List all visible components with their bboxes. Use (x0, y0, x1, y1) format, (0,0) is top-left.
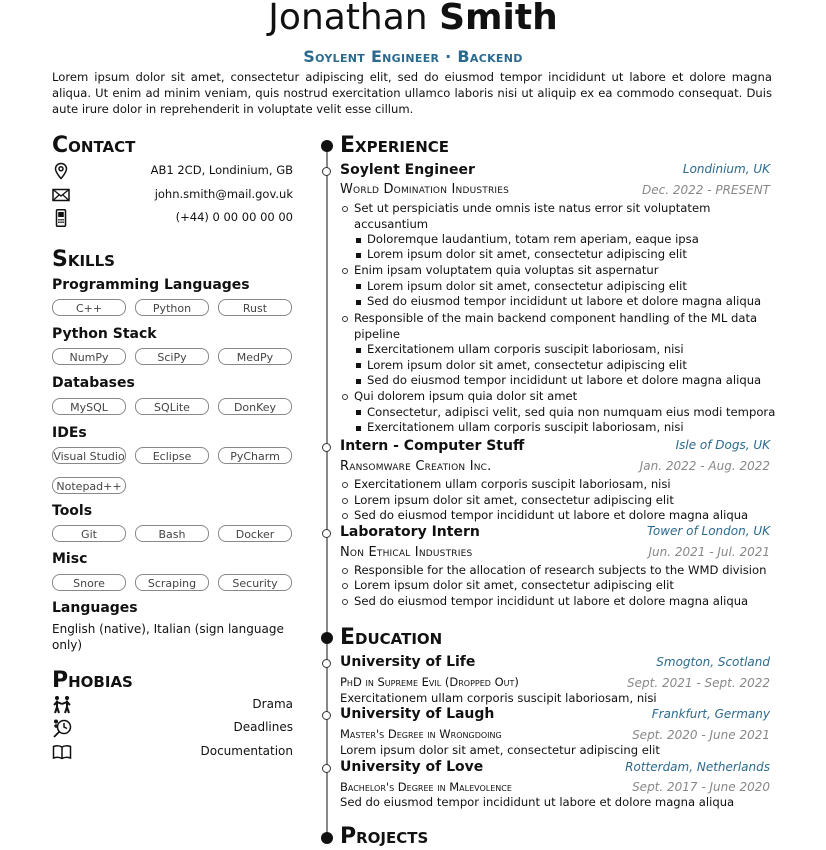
education-location: Smogton, Scotland (656, 655, 770, 669)
job-sub-bullet: Sed do eiusmod tempor incididunt ut labore et dolore magna aliqua (367, 294, 762, 308)
education-dates: Sept. 2021 - Sept. 2022 (627, 676, 770, 690)
skill-category-programming: Programming Languages (52, 277, 250, 293)
skill-pill: PyCharm (218, 447, 292, 464)
skill-pill: Rust (218, 299, 292, 316)
last-name: Smith (439, 0, 558, 38)
contact-location-text: AB1 2CD, Londinium, GB (150, 163, 293, 177)
job-bullet: Lorem ipsum dolor sit amet, consectetur adipiscing elit (354, 493, 674, 507)
intro-paragraph: Lorem ipsum dolor sit amet, consectetur adipiscing elit, sed do eiusmod tempor incididunt ut labore et dolore magna aliqua. Ut enim ad minim veniam, quis nostrud exercitation ullamco laboris nisi ut aliquip ex ea commodo consequat. Duis aute irure dolor in reprehenderit in voluptate velit esse cillum. (52, 70, 772, 116)
education-location: Rotterdam, Netherlands (625, 760, 770, 774)
contact-phone (52, 209, 293, 227)
job-subtitle: Soylent Engineer · Backend (303, 47, 523, 66)
bullet-marker (356, 348, 361, 353)
job-sub-bullet: Lorem ipsum dolor sit amet, consectetur adipiscing elit (367, 247, 687, 261)
bullet-marker (342, 482, 348, 488)
phobia-drama (52, 695, 293, 715)
education-note: Lorem ipsum dolor sit amet, consectetur adipiscing elit (340, 743, 660, 757)
bullet-marker (356, 253, 361, 258)
bullet-marker (342, 599, 348, 605)
languages-heading: Languages (52, 600, 138, 616)
job-bullet: Sed do eiusmod tempor incididunt ut labore et dolore magna aliqua (354, 508, 749, 522)
bullet-marker (342, 513, 348, 519)
bullet-marker (356, 426, 361, 431)
education-heading: Education (340, 625, 443, 650)
job-bullet: Lorem ipsum dolor sit amet, consectetur adipiscing elit (354, 578, 674, 592)
job-dates: Jun. 2021 - Jul. 2021 (648, 545, 770, 559)
job-dates: Jan. 2022 - Aug. 2022 (639, 459, 770, 473)
phobia-documentation (52, 742, 293, 762)
skill-category-databases: Databases (52, 375, 135, 391)
location-pin-icon (52, 162, 70, 180)
phobia-documentation-text: Documentation (200, 744, 293, 758)
timeline-entry-dot (322, 659, 331, 668)
bullet-marker (356, 363, 361, 368)
skill-pill: Git (52, 525, 126, 542)
skill-pill: Scraping (135, 574, 209, 591)
job-sub-bullet: Doloremque laudantium, totam rem aperiam, eaque ipsa (367, 232, 699, 246)
timeline-entry-dot (322, 529, 331, 538)
timeline-entry-dot (322, 764, 331, 773)
education-degree: PhD in Supreme Evil (Dropped Out) (340, 675, 519, 689)
bullet-marker (356, 300, 361, 305)
phobia-deadlines-text: Deadlines (233, 720, 293, 734)
job-bullet: Sed do eiusmod tempor incididunt ut labore et dolore magna aliqua (354, 594, 749, 608)
education-school: University of Laugh (340, 706, 495, 722)
job-sub-bullet: Lorem ipsum dolor sit amet, consectetur adipiscing elit (367, 279, 687, 293)
skill-category-python-stack: Python Stack (52, 326, 157, 342)
bullet-marker (342, 498, 348, 504)
skill-pill: Bash (135, 525, 209, 542)
job-sub-bullet: Lorem ipsum dolor sit amet, consectetur adipiscing elit (367, 358, 687, 372)
job-sub-bullet: Sed do eiusmod tempor incididunt ut labore et dolore magna aliqua (367, 373, 762, 387)
open-book-icon (52, 742, 72, 762)
skill-category-tools: Tools (52, 503, 93, 519)
job-organization: World Domination Industries (340, 182, 510, 197)
job-title: Intern - Computer Stuff (340, 438, 525, 454)
job-bullet: Responsible for the allocation of research subjects to the WMD division (354, 563, 767, 577)
bullet-marker (342, 316, 348, 322)
skill-pill: C++ (52, 299, 126, 316)
deadline-icon (52, 718, 72, 738)
education-dates: Sept. 2020 - June 2021 (632, 728, 770, 742)
skill-pill: NumPy (52, 348, 126, 365)
bullet-marker (356, 379, 361, 384)
skill-pill: MedPy (218, 348, 292, 365)
job-sub-bullet: Exercitationem ullam corporis suscipit laboriosam, nisi (367, 420, 684, 434)
timeline-entry-dot (322, 167, 331, 176)
job-sub-bullet: Exercitationem ullam corporis suscipit laboriosam, nisi (367, 342, 684, 356)
bullet-marker (342, 568, 348, 574)
job-bullet: Responsible of the main backend component handling of the ML data (354, 311, 758, 325)
contact-phone-text: (+44) 0 00 00 00 00 (175, 210, 293, 224)
job-title: Soylent Engineer (340, 162, 475, 178)
education-dates: Sept. 2017 - June 2020 (632, 780, 770, 794)
phobia-deadlines (52, 718, 293, 738)
job-dates: Dec. 2022 - PRESENT (641, 183, 770, 197)
bullet-marker (356, 410, 361, 415)
job-sub-bullet: Consectetur, adipisci velit, sed quia non numquam eius modi tempora (367, 405, 776, 419)
contact-email[interactable] (52, 186, 293, 204)
timeline-entry-dot (322, 443, 331, 452)
skill-pill: Snore (52, 574, 126, 591)
job-bullet: Set ut perspiciatis unde omnis iste natus error sit voluptatem (354, 201, 711, 215)
skill-pill: DonKey (218, 398, 292, 415)
job-bullet: Qui dolorem ipsum quia dolor sit amet (354, 389, 578, 403)
skill-pill: Notepad++ (52, 477, 126, 494)
job-organization: Ransomware Creation Inc. (340, 459, 492, 474)
experience-heading: Experience (340, 133, 450, 158)
bullet-marker (342, 394, 348, 400)
skill-pill: SQLite (135, 398, 209, 415)
timeline-section-dot (321, 632, 333, 644)
contact-location (52, 162, 293, 180)
skill-pill: Python (135, 299, 209, 316)
job-bullet-continuation: pipeline (354, 327, 400, 341)
skill-pill: Security (218, 574, 292, 591)
education-location: Frankfurt, Germany (651, 707, 770, 721)
first-name: Jonathan (268, 0, 428, 38)
skill-pill: MySQL (52, 398, 126, 415)
job-bullet: Exercitationem ullam corporis suscipit laboriosam, nisi (354, 477, 671, 491)
resume-name (0, 0, 826, 40)
bullet-marker (356, 238, 361, 243)
contact-email-text[interactable]: john.smith@mail.gov.uk (154, 187, 293, 201)
phobias-heading: Phobias (52, 668, 133, 693)
envelope-icon (52, 186, 70, 204)
projects-heading: Projects (340, 824, 429, 849)
skill-pill: Docker (218, 525, 292, 542)
bullet-marker (342, 583, 348, 589)
bullet-marker (356, 284, 361, 289)
job-organization: Non Ethical Industries (340, 545, 473, 560)
phobia-drama-text: Drama (252, 697, 293, 711)
skill-category-misc: Misc (52, 551, 88, 567)
job-location: Isle of Dogs, UK (675, 438, 770, 452)
education-degree: Bachelor's Degree in Malevolence (340, 780, 512, 794)
bullet-marker (342, 206, 348, 212)
job-title: Laboratory Intern (340, 524, 480, 540)
bullet-marker (342, 268, 348, 274)
skill-pill: Eclipse (135, 447, 209, 464)
job-bullet: Enim ipsam voluptatem quia voluptas sit aspernatur (354, 263, 659, 277)
timeline-section-dot (321, 832, 333, 844)
languages-text: English (native), Italian (sign language only) (52, 622, 284, 652)
job-bullet-continuation: accusantium (354, 217, 429, 231)
education-note: Sed do eiusmod tempor incididunt ut labore et dolore magna aliqua (340, 795, 735, 809)
education-school: University of Life (340, 654, 476, 670)
skill-category-ides: IDEs (52, 425, 87, 441)
skills-heading: Skills (52, 247, 115, 272)
education-degree: Master's Degree in Wrongdoing (340, 727, 502, 741)
education-note: Exercitationem ullam corporis suscipit laboriosam, nisi (340, 691, 657, 705)
timeline-entry-dot (322, 711, 331, 720)
skill-pill: SciPy (135, 348, 209, 365)
skill-pill: Visual Studio (52, 447, 126, 464)
people-fighting-icon (52, 695, 72, 715)
mobile-phone-icon (52, 209, 70, 227)
timeline-line (326, 150, 328, 840)
education-school: University of Love (340, 759, 484, 775)
job-location: Tower of London, UK (647, 524, 770, 538)
job-location: Londinium, UK (682, 162, 770, 176)
timeline-section-dot (321, 140, 333, 152)
contact-heading: Contact (52, 133, 136, 158)
